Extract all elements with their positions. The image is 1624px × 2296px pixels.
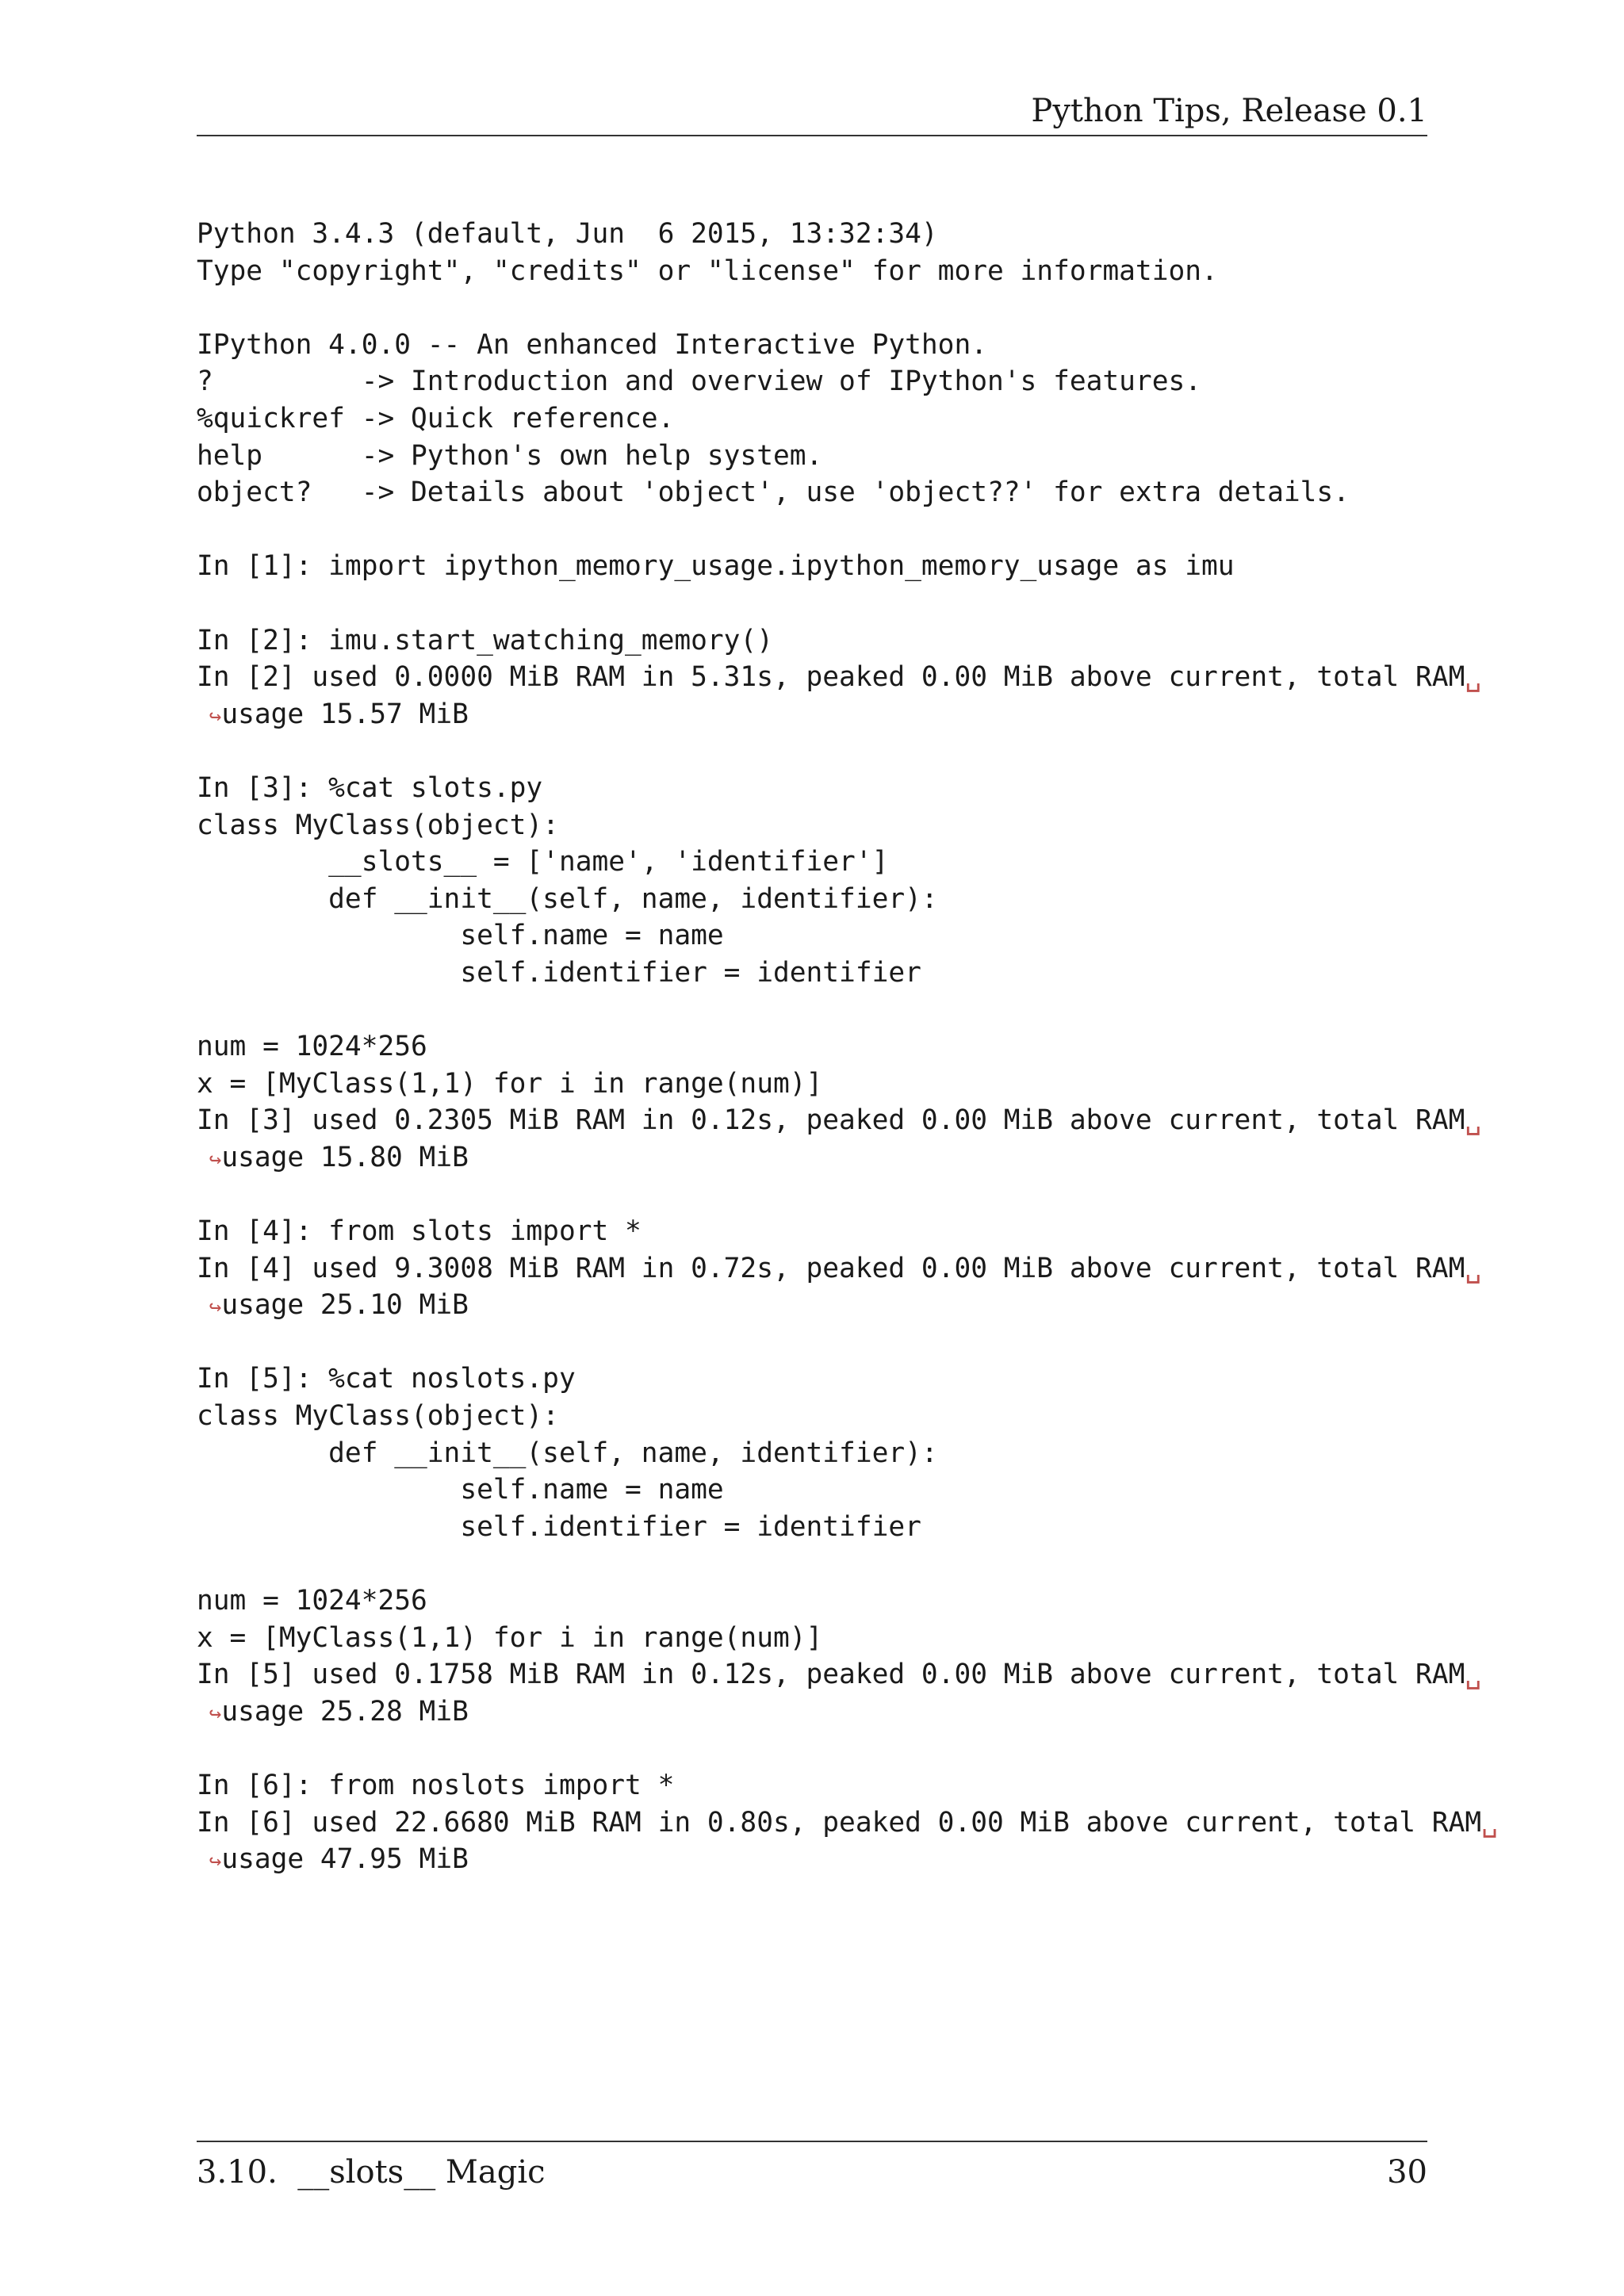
code-line xyxy=(197,1213,1434,1250)
code-text: In [5] used 0.1758 MiB RAM in 0.12s, peaked 0.00 MiB above current, total RAM xyxy=(197,1659,1465,1691)
code-line xyxy=(197,1656,1482,1693)
code-line xyxy=(197,1730,1434,1767)
code-line xyxy=(197,1287,1434,1324)
code-text: def __init__(self, name, identifier): xyxy=(197,1437,938,1469)
code-line xyxy=(197,511,1434,549)
code-text: usage 25.10 MiB xyxy=(221,1289,469,1322)
code-line xyxy=(197,991,1434,1028)
code-text: In [1]: import ipython_memory_usage.ipython_memory_usage as imu xyxy=(197,550,1235,583)
line-wrap-icon: ␣ xyxy=(1465,661,1482,694)
line-continuation-icon: ↪ xyxy=(197,1295,222,1320)
code-text: usage 47.95 MiB xyxy=(221,1843,469,1876)
code-line xyxy=(197,400,1434,438)
code-line xyxy=(197,253,1434,290)
code-line xyxy=(197,1435,1434,1472)
line-wrap-icon: ␣ xyxy=(1465,1659,1482,1691)
code-line xyxy=(197,1582,1434,1620)
code-text: self.name = name xyxy=(197,920,724,952)
line-wrap-icon: ␣ xyxy=(1465,1104,1482,1137)
code-text: usage 25.28 MiB xyxy=(221,1695,469,1728)
page-footer xyxy=(197,2141,1427,2204)
code-block xyxy=(197,216,1498,1878)
code-line xyxy=(197,474,1434,511)
code-line xyxy=(197,1545,1434,1582)
code-text: num = 1024*256 xyxy=(197,1584,427,1617)
code-line xyxy=(197,1693,1434,1731)
code-text: object? -> Details about 'object', use 'object??' for extra details. xyxy=(197,476,1350,509)
code-line xyxy=(197,1398,1434,1435)
code-line xyxy=(197,1471,1434,1509)
code-line xyxy=(197,770,1434,807)
code-text: Python 3.4.3 (default, Jun 6 2015, 13:32:34) xyxy=(197,218,938,250)
code-line xyxy=(197,696,1434,733)
code-line xyxy=(197,917,1434,955)
code-text: ? -> Introduction and overview of IPython's features. xyxy=(197,365,1202,398)
code-text: self.identifier = identifier xyxy=(197,956,921,989)
code-text: %quickref -> Quick reference. xyxy=(197,402,675,434)
code-line xyxy=(197,289,1434,327)
code-text: IPython 4.0.0 -- An enhanced Interactive Python. xyxy=(197,328,987,361)
code-line xyxy=(197,438,1434,475)
line-continuation-icon: ↪ xyxy=(197,1147,222,1172)
page-header xyxy=(197,86,1427,136)
code-text: x = [MyClass(1,1) for i in range(num)] xyxy=(197,1067,823,1100)
code-line xyxy=(197,363,1434,400)
code-text: In [6]: from noslots import * xyxy=(197,1769,675,1801)
code-line xyxy=(197,955,1434,992)
code-line xyxy=(197,1509,1434,1546)
code-text: __slots__ = ['name', 'identifier'] xyxy=(197,846,889,878)
code-line xyxy=(197,216,1434,253)
code-line xyxy=(197,1102,1482,1139)
line-wrap-icon: ␣ xyxy=(1465,1252,1482,1284)
code-line xyxy=(197,881,1434,918)
line-continuation-icon: ↪ xyxy=(197,1701,222,1726)
code-text: self.identifier = identifier xyxy=(197,1510,921,1543)
running-header-title: Python Tips, Release 0.1 xyxy=(1031,93,1427,129)
code-text: In [2] used 0.0000 MiB RAM in 5.31s, peaked 0.00 MiB above current, total RAM xyxy=(197,661,1465,694)
code-line xyxy=(197,659,1482,696)
code-line xyxy=(197,585,1434,622)
code-line xyxy=(197,1324,1434,1361)
code-text: class MyClass(object): xyxy=(197,809,559,841)
code-text: Type "copyright", "credits" or "license" for more information. xyxy=(197,254,1218,287)
code-text: help -> Python's own help system. xyxy=(197,439,823,472)
code-line xyxy=(197,1250,1482,1288)
code-line xyxy=(197,1360,1434,1398)
code-text: x = [MyClass(1,1) for i in range(num)] xyxy=(197,1621,823,1654)
code-line xyxy=(197,327,1434,364)
footer-section-title: 3.10. __slots__ Magic xyxy=(197,2154,546,2191)
code-line xyxy=(197,1620,1434,1657)
code-text: In [5]: %cat noslots.py xyxy=(197,1363,576,1395)
code-line xyxy=(197,1841,1434,1878)
code-text: In [4] used 9.3008 MiB RAM in 0.72s, peaked 0.00 MiB above current, total RAM xyxy=(197,1252,1465,1284)
page-number: 30 xyxy=(1387,2154,1427,2191)
code-line xyxy=(197,548,1434,585)
code-line xyxy=(197,1139,1434,1177)
code-text: num = 1024*256 xyxy=(197,1031,427,1063)
code-text: In [3] used 0.2305 MiB RAM in 0.12s, peaked 0.00 MiB above current, total RAM xyxy=(197,1104,1465,1137)
line-wrap-icon: ␣ xyxy=(1481,1806,1498,1839)
code-line xyxy=(197,1767,1434,1804)
code-text: In [3]: %cat slots.py xyxy=(197,771,543,804)
code-text: def __init__(self, name, identifier): xyxy=(197,882,938,915)
code-line xyxy=(197,622,1434,660)
code-text: In [2]: imu.start_watching_memory() xyxy=(197,624,773,656)
code-line xyxy=(197,733,1434,770)
code-text: class MyClass(object): xyxy=(197,1400,559,1432)
code-text: self.name = name xyxy=(197,1474,724,1506)
line-continuation-icon: ↪ xyxy=(197,704,222,729)
code-line xyxy=(197,1028,1434,1066)
code-line xyxy=(197,807,1434,844)
code-line xyxy=(197,1804,1498,1842)
code-line xyxy=(197,1066,1434,1103)
code-line xyxy=(197,1176,1434,1213)
code-text: usage 15.57 MiB xyxy=(221,698,469,730)
code-line xyxy=(197,844,1434,881)
code-text: usage 15.80 MiB xyxy=(221,1141,469,1173)
code-text: In [4]: from slots import * xyxy=(197,1215,642,1248)
line-continuation-icon: ↪ xyxy=(197,1850,222,1874)
code-text: In [6] used 22.6680 MiB RAM in 0.80s, peaked 0.00 MiB above current, total RAM xyxy=(197,1806,1482,1839)
